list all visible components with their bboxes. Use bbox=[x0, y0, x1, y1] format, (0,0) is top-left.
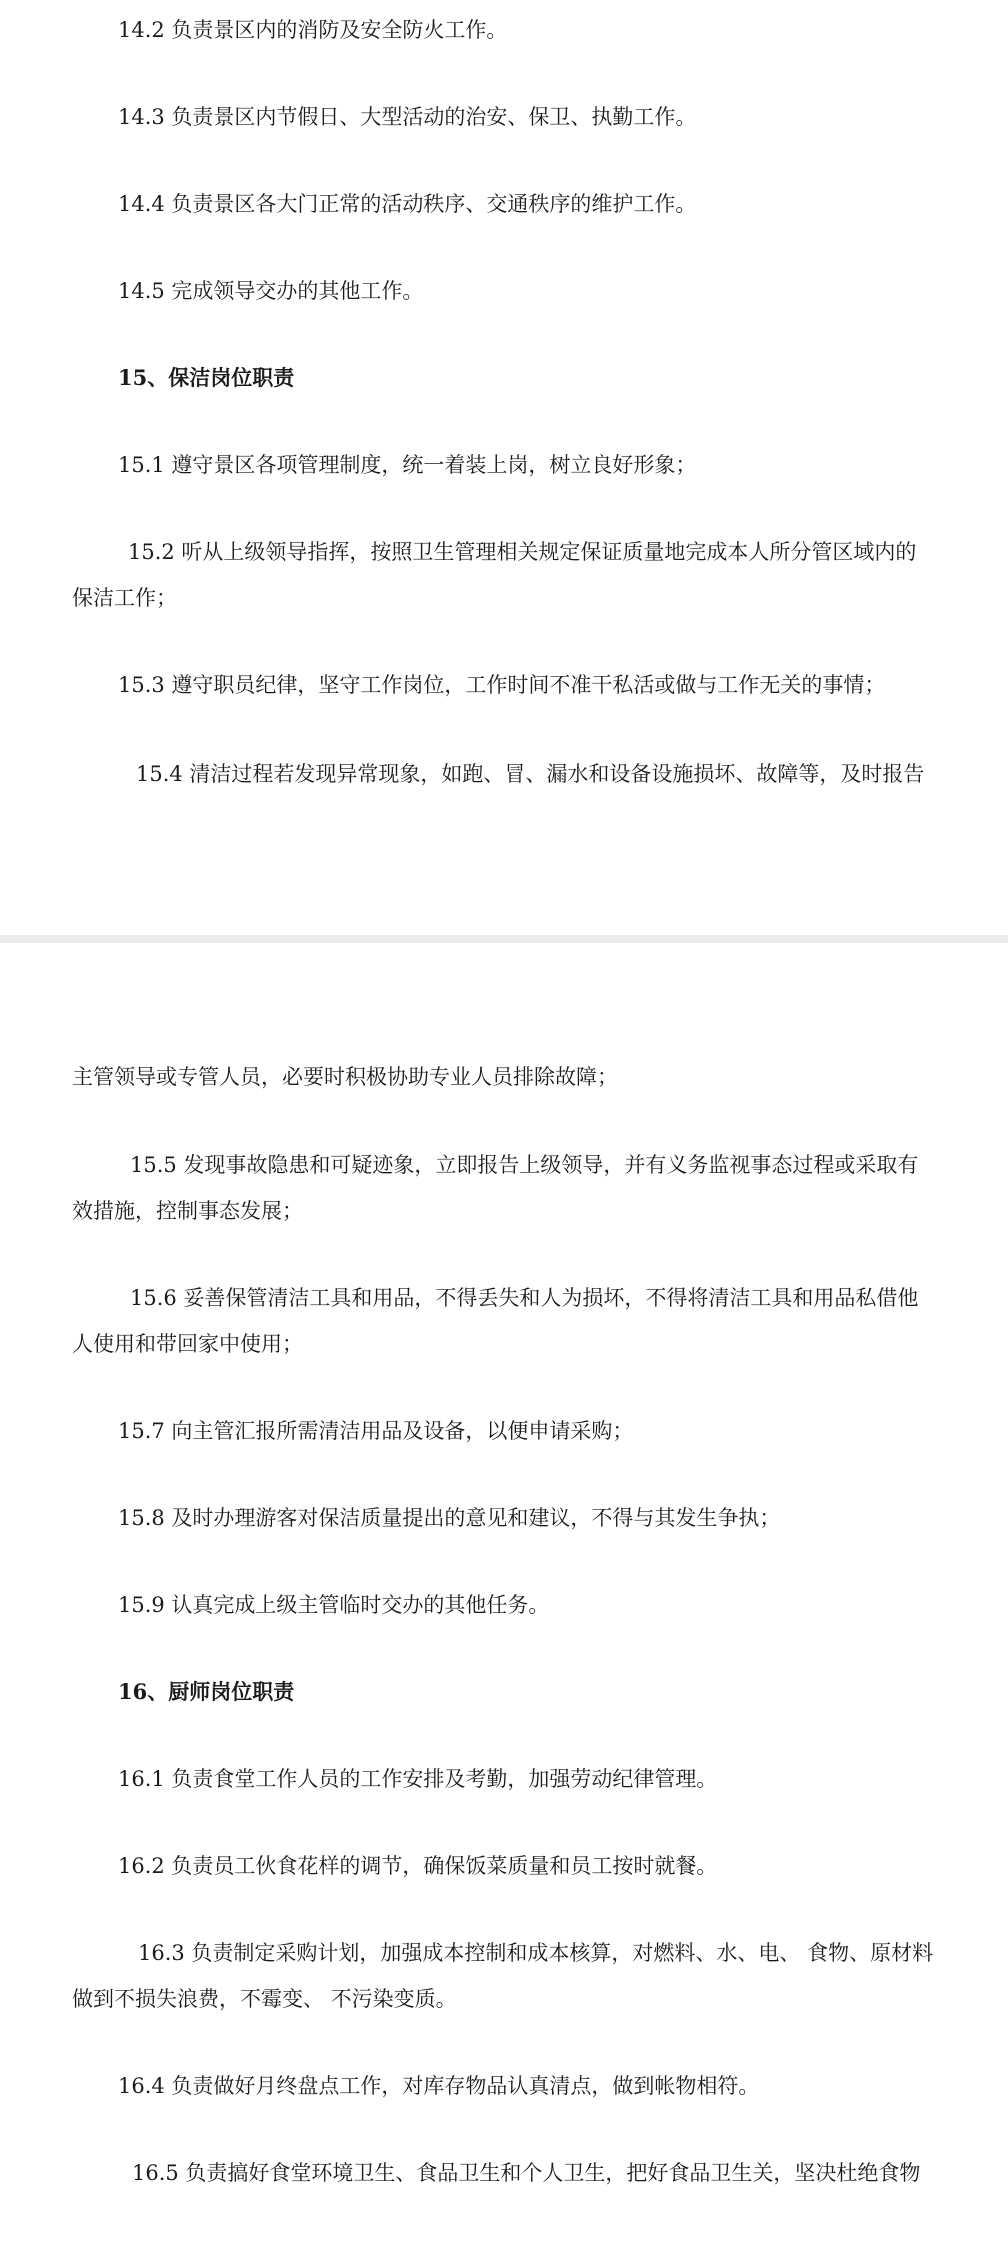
paragraph-14-4: 14.4 负责景区各大门正常的活动秩序、交通秩序的维护工作。 bbox=[118, 192, 697, 216]
paragraph-15-3: 15.3 遵守职员纪律，坚守工作岗位，工作时间不准干私活或做与工作无关的事情； bbox=[118, 673, 886, 697]
paragraph-15-4-line-2: 主管领导或专管人员，必要时积极协助专业人员排除故障； bbox=[72, 1065, 618, 1089]
paragraph-15-5-line-1: 15.5 发现事故隐患和可疑迹象，立即报告上级领导，并有义务监视事态过程或采取有 bbox=[130, 1153, 919, 1177]
paragraph-16-3-line-1: 16.3 负责制定采购计划，加强成本控制和成本核算，对燃料、水、电、 食物、原材料 bbox=[138, 1941, 934, 1965]
paragraph-15-6-line-2: 人使用和带回家中使用； bbox=[72, 1332, 303, 1356]
paragraph-14-3: 14.3 负责景区内节假日、大型活动的治安、保卫、执勤工作。 bbox=[118, 105, 697, 129]
paragraph-15-2-line-2: 保洁工作； bbox=[72, 586, 177, 610]
paragraph-16-1: 16.1 负责食堂工作人员的工作安排及考勤，加强劳动纪律管理。 bbox=[118, 1767, 718, 1791]
paragraph-15-7: 15.7 向主管汇报所需清洁用品及设备，以便申请采购； bbox=[118, 1419, 634, 1443]
paragraph-14-2: 14.2 负责景区内的消防及安全防火工作。 bbox=[118, 18, 508, 42]
paragraph-14-5: 14.5 完成领导交办的其他工作。 bbox=[118, 279, 424, 303]
paragraph-15-8: 15.8 及时办理游客对保洁质量提出的意见和建议，不得与其发生争执； bbox=[118, 1506, 781, 1530]
paragraph-16-2: 16.2 负责员工伙食花样的调节，确保饭菜质量和员工按时就餐。 bbox=[118, 1854, 718, 1878]
paragraph-16-4: 16.4 负责做好月终盘点工作，对库存物品认真清点，做到帐物相符。 bbox=[118, 2074, 760, 2098]
paragraph-15-6-line-1: 15.6 妥善保管清洁工具和用品，不得丢失和人为损坏，不得将清洁工具和用品私借他 bbox=[130, 1286, 919, 1310]
paragraph-16-3-line-2: 做到不损失浪费，不霉变、 不污染变质。 bbox=[72, 1987, 457, 2011]
section-heading-16: 16、厨师岗位职责 bbox=[118, 1679, 295, 1704]
paragraph-15-9: 15.9 认真完成上级主管临时交办的其他任务。 bbox=[118, 1593, 550, 1617]
paragraph-15-4-line-1: 15.4 清洁过程若发现异常现象，如跑、冒、漏水和设备设施损坏、故障等，及时报告 bbox=[136, 762, 925, 786]
paragraph-15-1: 15.1 遵守景区各项管理制度，统一着装上岗，树立良好形象； bbox=[118, 453, 697, 477]
document-page-2 bbox=[0, 943, 1008, 2263]
document-page-1 bbox=[0, 0, 1008, 935]
paragraph-16-5-line-1: 16.5 负责搞好食堂环境卫生、食品卫生和个人卫生，把好食品卫生关，坚决杜绝食物 bbox=[132, 2161, 921, 2185]
paragraph-15-2-line-1: 15.2 听从上级领导指挥，按照卫生管理相关规定保证质量地完成本人所分管区域内的 bbox=[128, 540, 917, 564]
page-divider bbox=[0, 935, 1008, 943]
section-heading-15: 15、保洁岗位职责 bbox=[118, 365, 295, 390]
paragraph-15-5-line-2: 效措施，控制事态发展； bbox=[72, 1199, 303, 1223]
